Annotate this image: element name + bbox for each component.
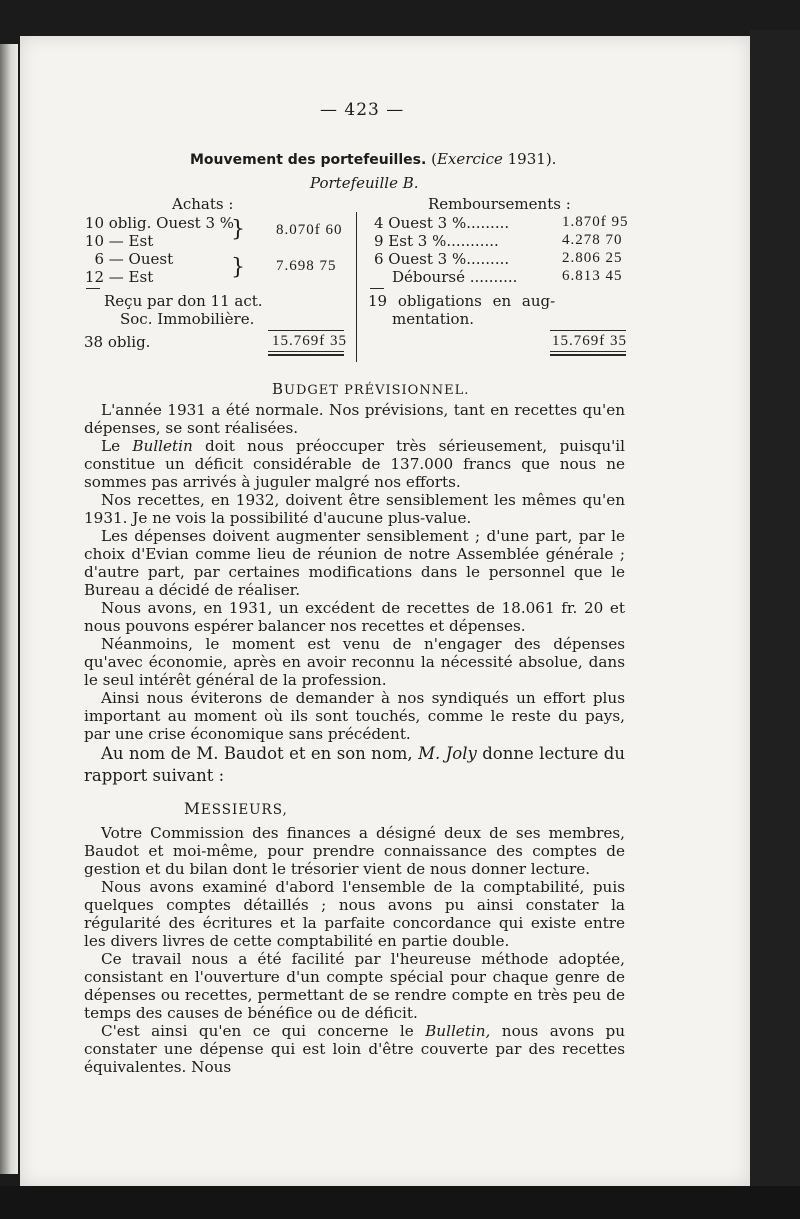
achats-brace-1: } xyxy=(231,217,245,242)
remb-oblig-1: 19 obligations en aug- xyxy=(368,292,556,310)
achats-recu-2: Soc. Immobilière. xyxy=(120,310,255,328)
remb-total-rule-top xyxy=(550,330,626,331)
achats-title: Achats : xyxy=(172,195,234,213)
subheading: Portefeuille B. xyxy=(310,174,419,192)
salutation: MESSIEURS, xyxy=(184,800,288,818)
remb-row-3-amount: 2.806 25 xyxy=(562,250,623,266)
paragraph-1: L'année 1931 a été normale. Nos prévisions, tant en recettes qu'en dépenses, se sont réalisées. xyxy=(84,401,625,438)
scan-bottom-band xyxy=(0,1186,800,1219)
paragraph-2: Le Bulletin doit nous préoccuper très sérieusement, puisqu'il constitue un déficit considérable de 137.000 francs que nous ne sommes pas arrivés à juguler malgré nos efforts. xyxy=(84,437,625,492)
achats-total: 15.769f 35 xyxy=(272,333,347,349)
remb-row-2-amount: 4.278 70 xyxy=(562,232,623,248)
budget-title: BUDGET PRÉVISIONNEL. xyxy=(272,380,470,398)
remb-row-1-label: 4 Ouest 3 %......... xyxy=(374,214,510,232)
paragraph-3: Nos recettes, en 1932, doivent être sensiblement les mêmes qu'en 1931. Je ne vois la possibilité d'aucune plus-value. xyxy=(84,491,625,528)
achats-brace-2: } xyxy=(231,255,245,280)
remboursements-title: Remboursements : xyxy=(428,195,571,213)
remb-row-4-amount: 6.813 45 xyxy=(562,268,623,284)
previous-page-edge xyxy=(0,44,18,1174)
paragraph-12: C'est ainsi qu'en ce qui concerne le Bulletin, nous avons pu constater une dépense qui est loin d'être couverte par des recettes équivalentes. Nous xyxy=(84,1022,626,1077)
scan-background xyxy=(750,30,800,1190)
remb-total: 15.769f 35 xyxy=(552,333,627,349)
section-heading: Mouvement des portefeuilles. (Exercice 1931). xyxy=(190,150,557,168)
achats-short-rule xyxy=(86,288,100,289)
paragraph-7: Ainsi nous éviterons de demander à nos syndiqués un effort plus important au moment où ils sont touchés, comme le reste du pays, par une crise économique sans précédent. xyxy=(84,689,625,744)
achats-row-2: 10 — Est xyxy=(84,232,154,250)
achats-total-rule-1 xyxy=(268,351,344,352)
paragraph-9: Votre Commission des finances a désigné deux de ses membres, Baudot et moi-même, pour prendre connaissance des comptes de gestion et du bilan dont le trésorier vient de nous donner lecture. xyxy=(84,824,625,879)
paragraph-8: Au nom de M. Baudot et en son nom, M. Joly donne lecture du rapport suivant : xyxy=(84,744,625,785)
paragraph-4: Les dépenses doivent augmenter sensiblement ; d'une part, par le choix d'Evian comme lieu de réunion de notre Assemblée générale ; d'autre part, par certaines modifications dans le personnel que le Bureau a décidé de réaliser. xyxy=(84,527,625,600)
heading-italic: Exercice xyxy=(436,150,503,168)
paragraph-6: Néanmoins, le moment est venu de n'engager des dépenses qu'avec économie, après en avoir reconnu la nécessité absolue, dans le seul intérêt général de la profession. xyxy=(84,635,625,690)
achats-row-1: 10 oblig. Ouest 3 % xyxy=(84,214,235,232)
remb-row-1-amount: 1.870f 95 xyxy=(562,214,629,230)
remb-row-3-label: 6 Ouest 3 %......... xyxy=(374,250,510,268)
paragraph-11: Ce travail nous a été facilité par l'heureuse méthode adoptée, consistant en l'ouverture d'un compte spécial pour chaque genre de dépenses ou recettes, permettant de se rendre compte en très peu de temps des causes de bénéfice ou de déficit. xyxy=(84,950,625,1023)
heading-bold: Mouvement des portefeuilles. xyxy=(190,152,427,168)
achats-amount-2: 7.698 75 xyxy=(276,258,337,274)
achats-row-3: 6 — Ouest xyxy=(94,250,174,268)
remb-total-rule-1 xyxy=(550,351,626,352)
remb-row-4-label: Déboursé .......... xyxy=(392,268,518,286)
paragraph-5: Nous avons, en 1931, un excédent de recettes de 18.061 fr. 20 et nous pouvons espérer balancer nos recettes et dépenses. xyxy=(84,599,625,636)
page-number: — 423 — xyxy=(320,100,405,120)
achats-row-4: 12 — Est xyxy=(84,268,154,286)
remb-total-rule-2 xyxy=(550,354,626,356)
achats-total-rule-2 xyxy=(268,354,344,356)
achats-total-rule-top xyxy=(268,330,344,331)
remb-oblig-2: mentation. xyxy=(392,310,475,328)
achats-amount-1: 8.070f 60 xyxy=(276,222,343,238)
paragraph-10: Nous avons examiné d'abord l'ensemble de la comptabilité, puis quelques comptes détaillés ; nous avons pu ainsi constater la régularité des écritures et la parfaite concordance qui existe entre les divers livres de cette comptabilité en partie double. xyxy=(84,878,625,951)
remb-row-2-label: 9 Est 3 %........... xyxy=(374,232,499,250)
remb-short-rule xyxy=(370,288,384,289)
achats-recu-1: Reçu par don 11 act. xyxy=(104,292,263,310)
achats-total-label: 38 oblig. xyxy=(84,333,151,351)
column-divider xyxy=(356,212,357,362)
